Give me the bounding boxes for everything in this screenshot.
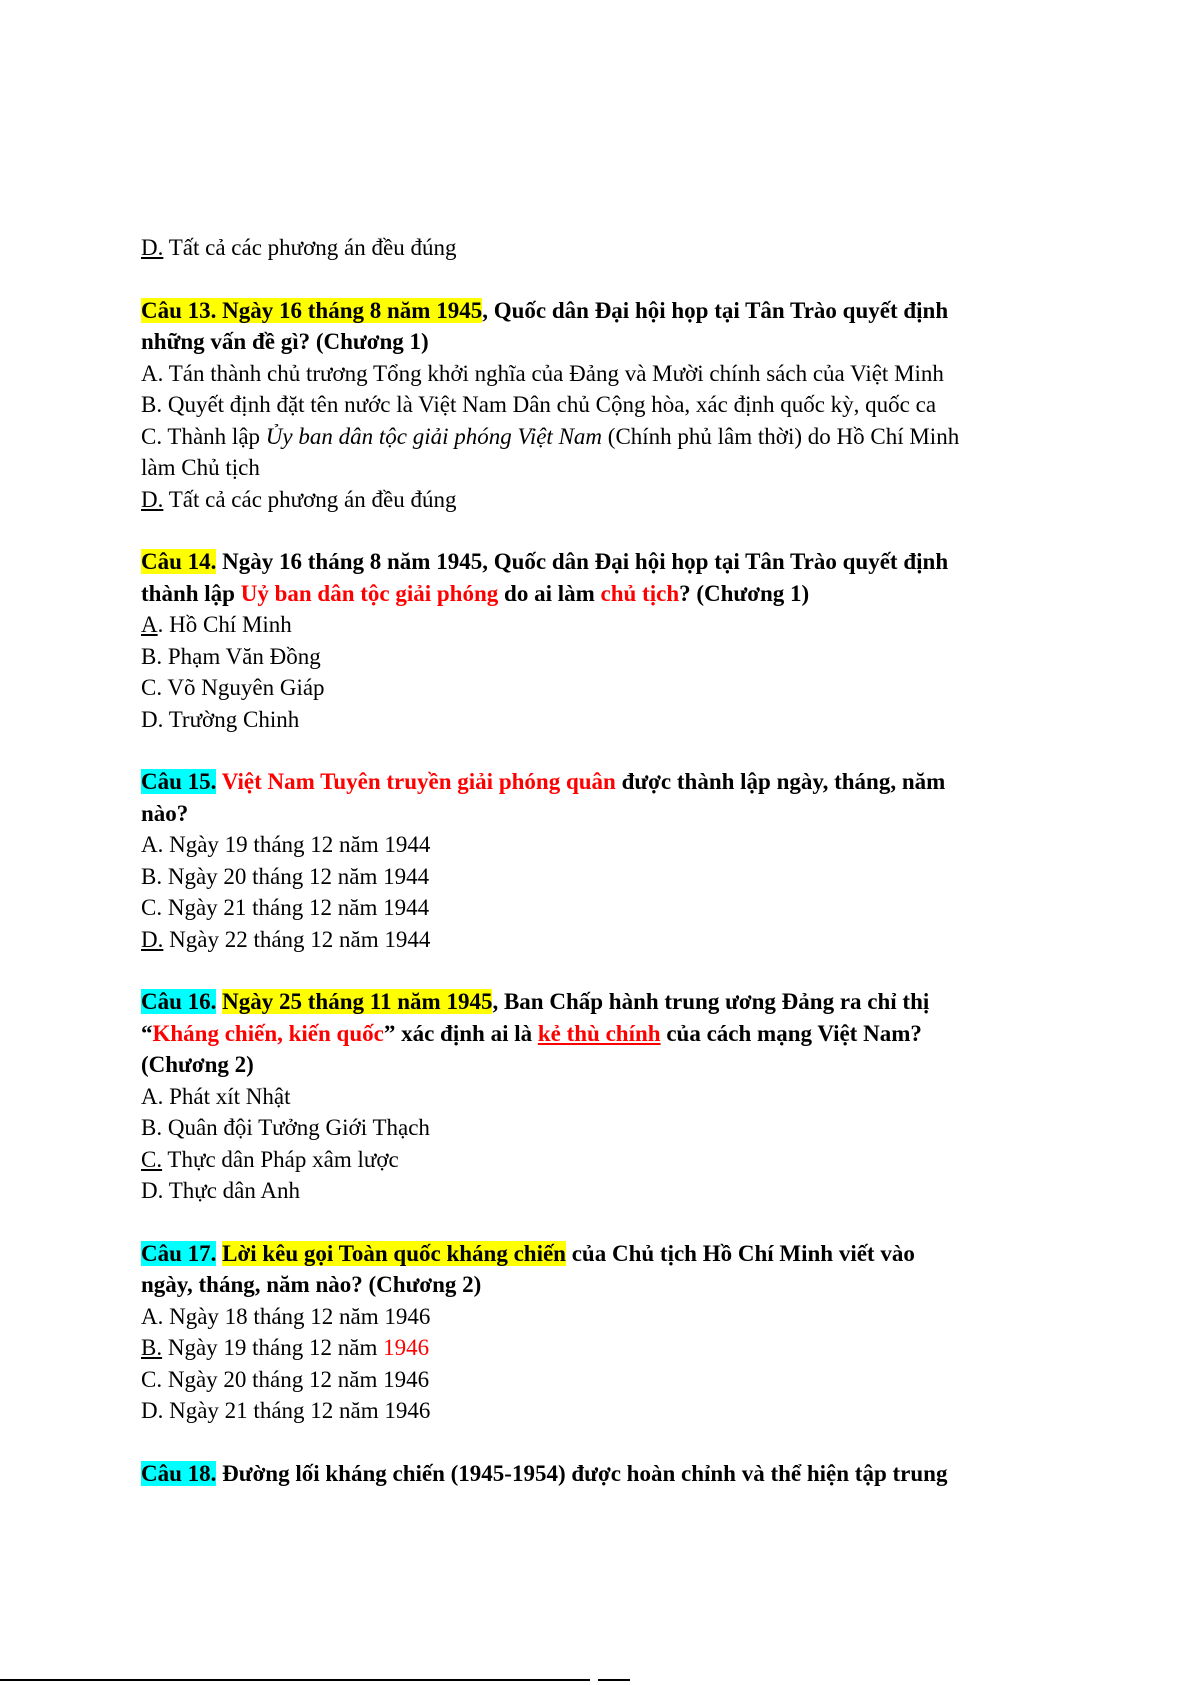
q14-title-line1 [141,546,1071,578]
q14-label: Câu 14. [141,549,217,574]
q17-highlight: Lời kêu gọi Toàn quốc kháng chiến [222,1240,566,1266]
q17-label: Câu 17. [141,1240,217,1266]
q15-option-c: C. Ngày 21 tháng 12 năm 1944 [141,895,430,920]
q15-title-rest1: được thành lập ngày, tháng, năm [615,769,946,794]
answer-letter: A [141,612,158,637]
q14-l2-post: ? (Chương 1) [679,580,810,606]
answer-letter: D. [141,486,164,512]
q16-l2-mid: ” xác định ai là [383,1020,538,1046]
q15-title-line2: nào? [141,800,189,826]
q13-option-c-pre: C. Thành lập [141,423,266,449]
q16-label: Câu 16. [141,989,217,1014]
q16-l2-red: Kháng chiến, kiến quốc [152,1020,384,1046]
q16-option-c [141,1144,1071,1176]
q13-title-rest1: , Quốc dân Đại hội họp tại Tân Trào quyết định [482,297,949,323]
answer-letter: B. [141,1335,163,1360]
answer-letter: D. [141,235,164,260]
q14-l2-pre: thành lập [141,580,241,606]
q14-option-c: C. Võ Nguyên Giáp [141,675,325,700]
q16-l2-red-underline: kẻ thù chính [537,1020,661,1046]
q13-option-c-line2: làm Chủ tịch [141,455,260,480]
prev-answer-d [141,232,1071,264]
q16-title-line3: (Chương 2) [141,1052,254,1077]
answer-letter: C. [141,1146,163,1172]
q14-l2-red2: chủ tịch [600,580,680,606]
answer-letter: D. [141,926,164,952]
q16-title-line1 [141,986,1071,1018]
q18-title-rest1: Đường lối kháng chiến (1945-1954) được hoàn chỉnh và thể hiện tập trung [216,1460,948,1486]
q14-title-rest1: Ngày 16 tháng 8 năm 1945, Quốc dân Đại hội họp tại Tân Trào quyết định [216,549,949,574]
q14-l2-red1: Uỷ ban dân tộc giải phóng [240,580,499,606]
q13-option-a: A. Tán thành chủ trương Tổng khởi nghĩa của Đảng và Mười chính sách của Việt Minh [141,360,944,386]
q16-date: Ngày 25 tháng 11 năm 1945 [222,989,493,1014]
q14-title-line2 [141,578,1071,610]
q16-option-b: B. Quân đội Tưởng Giới Thạch [141,1115,430,1140]
q17-option-c: C. Ngày 20 tháng 12 năm 1946 [141,1366,430,1392]
document-body [141,232,1071,1489]
q13-option-c-italic: Ủy ban dân tộc giải phóng Việt Nam [265,423,603,449]
q17-title-line1 [141,1238,1071,1270]
answer-text: Ngày 22 tháng 12 năm 1944 [163,926,431,952]
q16-l2-post: của cách mạng Việt Nam? [660,1020,922,1046]
answer-text: Ngày 19 tháng 12 năm [162,1335,384,1360]
q17-title-rest1: của Chủ tịch Hồ Chí Minh viết vào [565,1240,915,1266]
answer-text: . Hồ Chí Minh [157,612,292,637]
q15-label: Câu 15. [141,769,217,794]
footer-rule-left [0,1679,590,1681]
q13-option-c-post: (Chính phủ lâm thời) do Hồ Chí Minh [602,423,960,449]
q16-option-a: A. Phát xít Nhật [141,1083,291,1109]
answer-red-year: 1946 [383,1335,430,1360]
answer-text: Thực dân Pháp xâm lược [162,1146,399,1172]
q16-l2-open: “ [141,1020,153,1046]
q17-title-line2: ngày, tháng, năm nào? (Chương 2) [141,1272,482,1297]
q13-label: Câu 13. Ngày 16 tháng 8 năm 1945 [141,297,483,323]
q15-option-a: A. Ngày 19 tháng 12 năm 1944 [141,832,431,857]
q13-title-line1 [141,295,1071,327]
q14-l2-mid: do ai làm [498,580,601,606]
q13-option-c [141,421,1071,453]
q18-title-line1 [141,1458,1071,1490]
q13-option-d [141,484,1071,516]
q16-title-line2 [141,1018,1071,1050]
q14-option-d: D. Trường Chinh [141,706,300,732]
q16-option-d: D. Thực dân Anh [141,1178,300,1203]
q15-option-d [141,924,1071,956]
q17-option-a: A. Ngày 18 tháng 12 năm 1946 [141,1303,431,1329]
q14-option-b: B. Phạm Văn Đồng [141,643,321,669]
answer-text: Tất cả các phương án đều đúng [163,486,457,512]
q13-title-line2: những vấn đề gì? (Chương 1) [141,329,429,354]
footer-rule-right [598,1679,630,1681]
q15-red: Việt Nam Tuyên truyền giải phóng quân [216,769,616,794]
answer-text: Tất cả các phương án đều đúng [163,235,457,260]
q14-option-a [141,609,1071,641]
q15-title-line1 [141,766,1071,798]
q15-option-b: B. Ngày 20 tháng 12 năm 1944 [141,863,430,889]
q18-label: Câu 18. [141,1460,217,1486]
q16-title-rest1: , Ban Chấp hành trung ương Đảng ra chỉ thị [492,989,930,1014]
q13-option-b: B. Quyết định đặt tên nước là Việt Nam Dân chủ Cộng hòa, xác định quốc kỳ, quốc ca [141,392,937,417]
q17-option-d: D. Ngày 21 tháng 12 năm 1946 [141,1398,431,1423]
q17-option-b [141,1332,1071,1364]
